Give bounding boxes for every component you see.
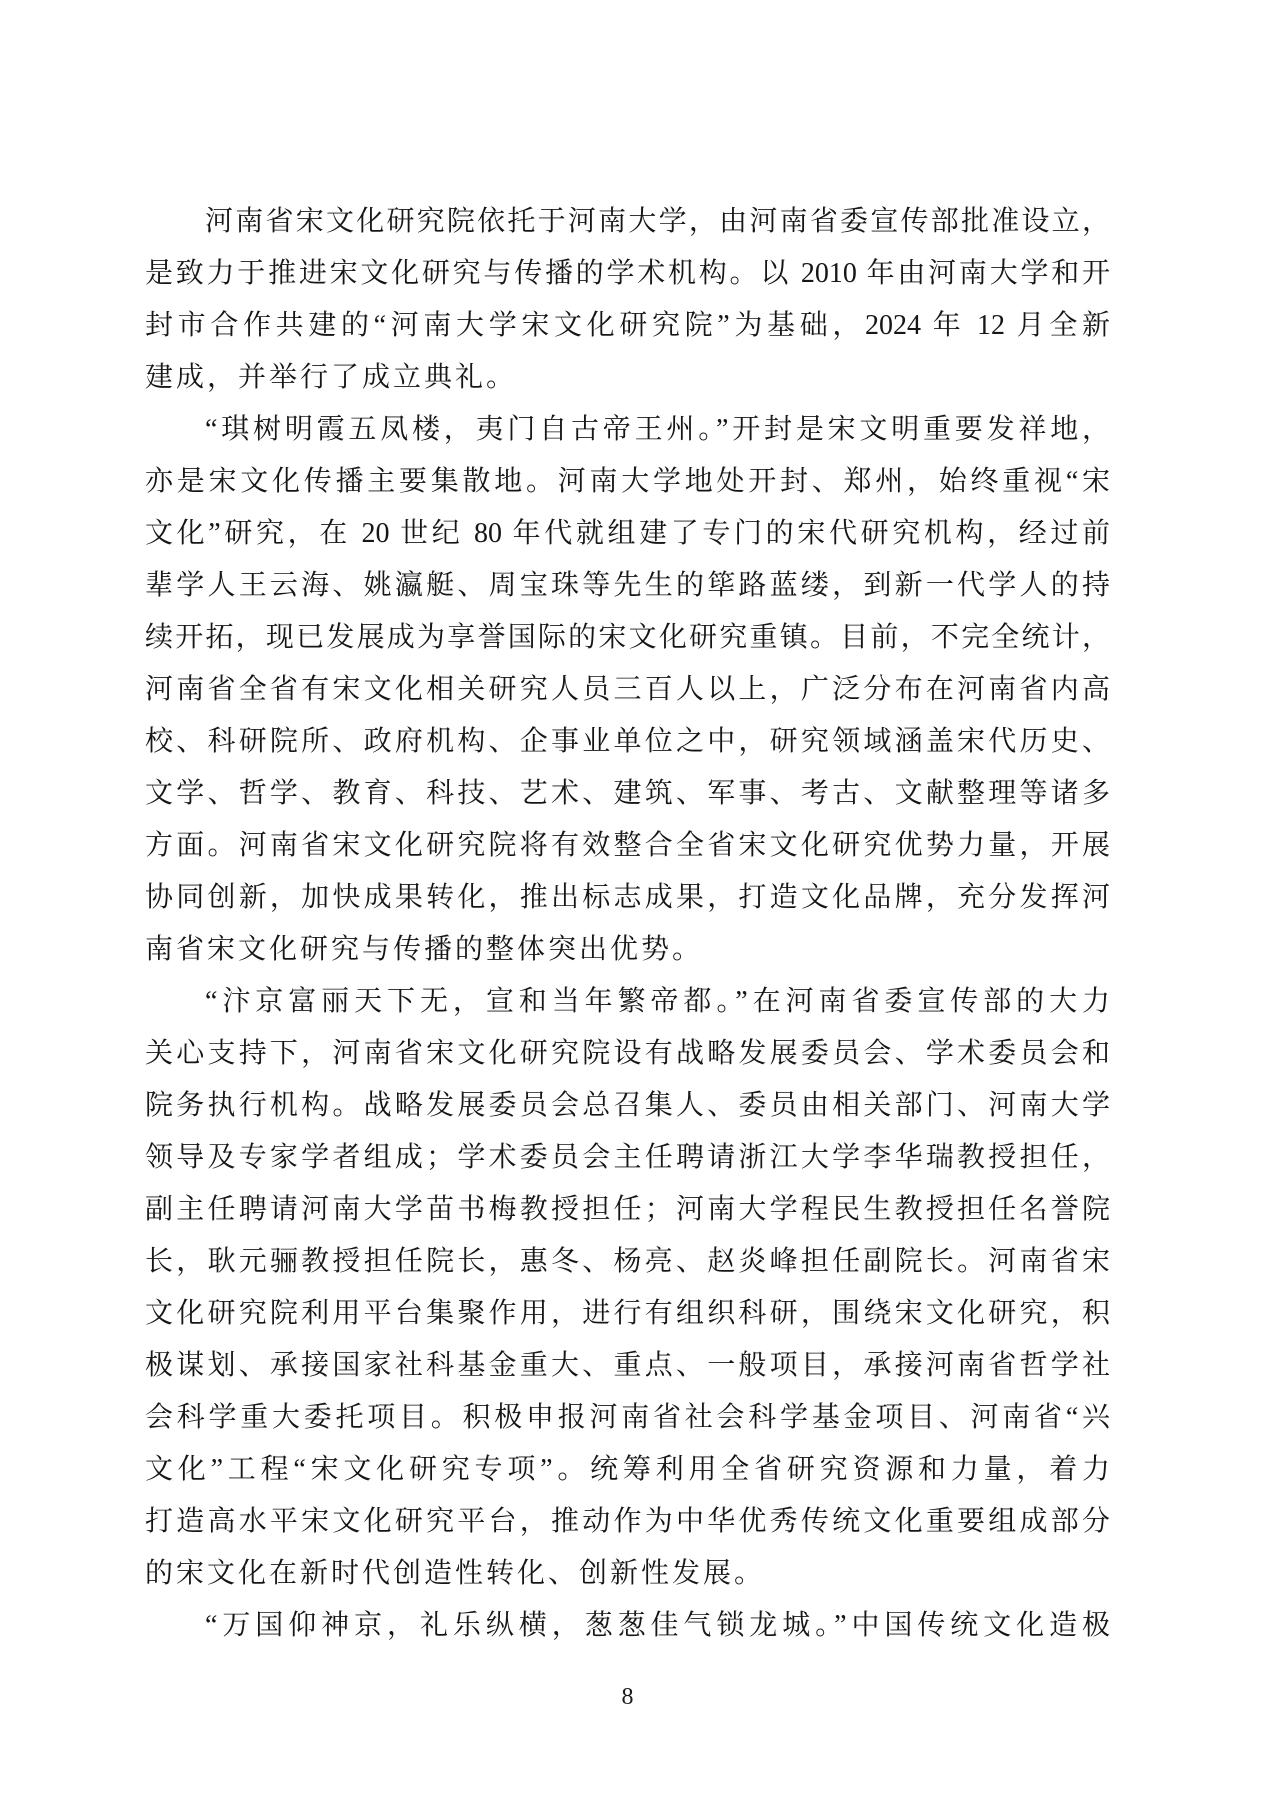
text-line: 打造高水平宋文化研究平台，推动作为中华优秀传统文化重要组成部分 [145,1506,1110,1537]
page-number: 8 [621,1684,634,1710]
text-line: 关心支持下，河南省宋文化研究院设有战略发展委员会、学术委员会和 [145,1038,1110,1069]
text-line: 河南省全省有宋文化相关研究人员三百人以上，广泛分布在河南省内高 [145,674,1110,705]
text-line: “万国仰神京，礼乐纵横，葱葱佳气锁龙城。”中国传统文化造极 [205,1610,1110,1641]
text-line: 极谋划、承接国家社科基金重大、重点、一般项目，承接河南省哲学社 [145,1350,1110,1381]
text-line: 南省宋文化研究与传播的整体突出优势。 [145,934,704,965]
text-line: 副主任聘请河南大学苗书梅教授担任；河南大学程民生教授担任名誉院 [145,1194,1110,1225]
text-line: 是致力于推进宋文化研究与传播的学术机构。以 2010 年由河南大学和开 [145,258,1110,289]
text-line: 文化”研究，在 20 世纪 80 年代就组建了专门的宋代研究机构，经过前 [145,518,1110,549]
text-line: 院务执行机构。战略发展委员会总召集人、委员由相关部门、河南大学 [145,1090,1110,1121]
text-line: 文学、哲学、教育、科技、艺术、建筑、军事、考古、文献整理等诸多 [145,778,1110,809]
text-line: 封市合作共建的“河南大学宋文化研究院”为基础，2024 年 12 月全新 [145,310,1110,341]
text-line: 辈学人王云海、姚瀛艇、周宝珠等先生的筚路蓝缕，到新一代学人的持 [145,570,1110,601]
text-line: 续开拓，现已发展成为享誉国际的宋文化研究重镇。目前，不完全统计， [145,622,1110,653]
text-line: 文化”工程“宋文化研究专项”。统筹利用全省研究资源和力量，着力 [145,1454,1110,1485]
text-line: 校、科研院所、政府机构、企事业单位之中，研究领域涵盖宋代历史、 [145,726,1110,757]
text-line: “琪树明霞五凤楼，夷门自古帝王州。”开封是宋文明重要发祥地， [205,414,1110,445]
text-line: 建成，并举行了成立典礼。 [145,362,518,393]
text-line: “汴京富丽天下无，宣和当年繁帝都。”在河南省委宣传部的大力 [205,986,1110,1017]
text-line: 协同创新，加快成果转化，推出标志成果，打造文化品牌，充分发挥河 [145,882,1110,913]
page-footer [145,1682,1110,1712]
body-text [145,196,1110,1652]
text-line: 的宋文化在新时代创造性转化、创新性发展。 [145,1558,766,1589]
text-line: 会科学重大委托项目。积极申报河南省社会科学基金项目、河南省“兴 [145,1402,1110,1433]
text-line: 长，耿元骊教授担任院长，惠冬、杨亮、赵炎峰担任副院长。河南省宋 [145,1246,1110,1277]
text-line: 领导及专家学者组成；学术委员会主任聘请浙江大学李华瑞教授担任， [145,1142,1110,1173]
text-line: 方面。河南省宋文化研究院将有效整合全省宋文化研究优势力量，开展 [145,830,1110,861]
text-line: 文化研究院利用平台集聚作用，进行有组织科研，围绕宋文化研究，积 [145,1298,1110,1329]
text-line: 亦是宋文化传播主要集散地。河南大学地处开封、郑州，始终重视“宋 [145,466,1110,497]
text-line: 河南省宋文化研究院依托于河南大学，由河南省委宣传部批准设立， [205,206,1110,237]
